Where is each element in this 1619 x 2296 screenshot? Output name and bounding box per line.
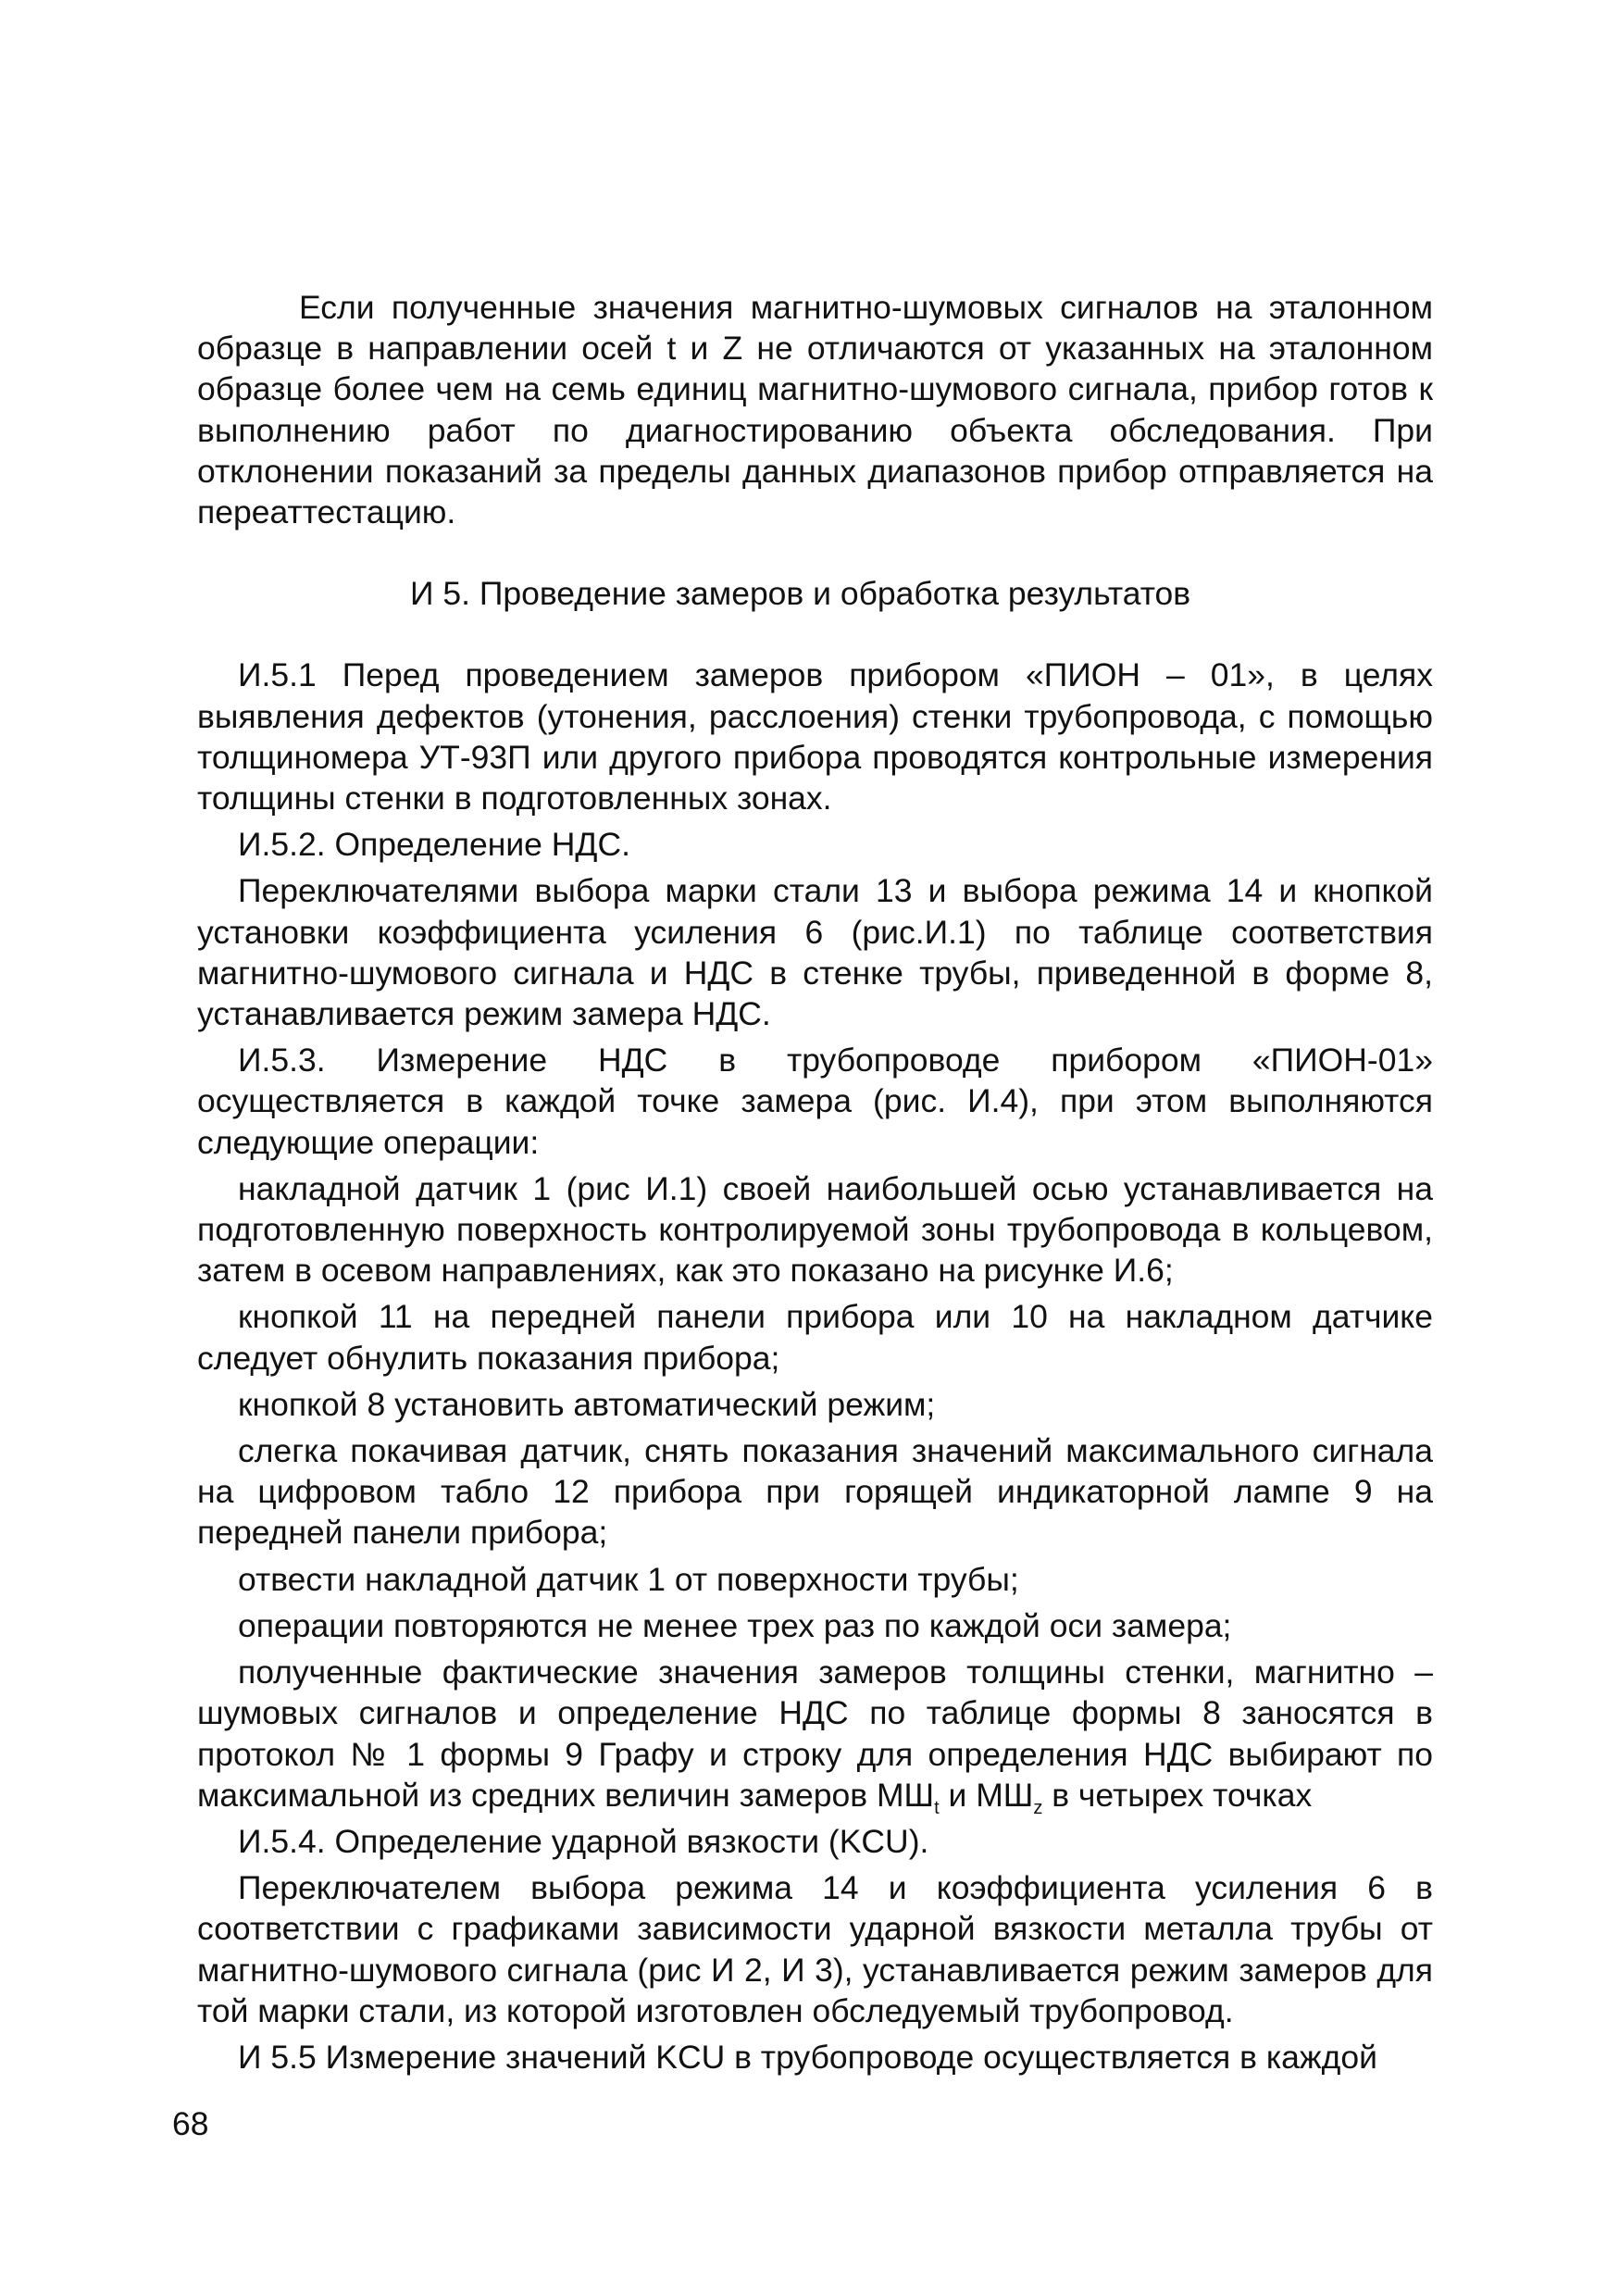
paragraph-5-4-body: Переключателем выбора режима 14 и коэффициента усиления 6 в соответствии с графиками зависимости ударной вязкости металла трубы от магнитно-шумового сигнала (рис И 2, И 3), устанавливается режим замеров для той марки стали, из которой изготовлен обследуемый трубопровод. (197, 1869, 1433, 2029)
paragraph-5-2-heading: И.5.2. Определение НДС. (238, 826, 630, 864)
subscript-t: t (934, 1797, 940, 1818)
operation-item-record-results (197, 1652, 1433, 1816)
operation-item-reset: кнопкой 11 на передней панели прибора или 10 на накладном датчике следует обнулить показания прибора; (197, 1298, 1433, 1377)
record-results-text-end: в четырех точках (1042, 1776, 1313, 1814)
paragraph-calibration-check: Если полученные значения магнитно-шумовых сигналов на эталонном образце в направлении осей t и Z не отличаются от указанных на эталонном образце более чем на семь единиц магнитно-шумового сигнала, прибор готов к выполнению работ по диагностированию объекта обследования. При отклонении показаний за пределы данных диапазонов прибор отправляется на переаттестацию. (197, 289, 1433, 531)
section-heading-measurements: И 5. Проведение замеров и обработка результатов (410, 575, 1191, 613)
operation-item-read-max: слегка покачивая датчик, снять показания значений максимального сигнала на цифровом табло 12 прибора при горящей индикаторной лампе 9 на передней панели прибора; (197, 1432, 1433, 1552)
subscript-z: z (1033, 1797, 1043, 1818)
page-number: 68 (172, 2105, 209, 2142)
paragraph-5-4-heading: И.5.4. Определение ударной вязкости (KCU). (238, 1822, 929, 1860)
paragraph-5-1: И.5.1 Перед проведением замеров прибором «ПИОН – 01», в целях выявления дефектов (утонения, расслоения) стенки трубопровода, с помощью толщиномера УТ-93П или другого прибора проводятся контрольные измерения толщины стенки в подготовленных зонах. (197, 656, 1433, 817)
operation-item-remove-sensor: отвести накладной датчик 1 от поверхности трубы; (238, 1560, 1019, 1598)
operation-item-repeat: операции повторяются не менее трех раз по каждой оси замера; (238, 1606, 1232, 1644)
paragraph-5-5: И 5.5 Измерение значений KCU в трубопроводе осуществляется в каждой (238, 2038, 1377, 2076)
paragraph-5-2-body: Переключателями выбора марки стали 13 и выбора режима 14 и кнопкой установки коэффициента усиления 6 (рис.И.1) по таблице соответствия магнитно-шумового сигнала и НДС в стенке трубы, приведенной в форме 8, устанавливается режим замера НДС. (197, 872, 1433, 1033)
record-results-text-start: полученные фактические значения замеров толщины стенки, магнитно – шумовых сигналов и определение НДС по таблице формы 8 заносятся в протокол № 1 формы 9 Графу и строку для определения НДС выбирают по максимальной из средних величин замеров МШ (197, 1653, 1433, 1814)
document-body (197, 287, 1433, 2078)
operation-item-sensor-placement: накладной датчик 1 (рис И.1) своей наибольшей осью устанавливается на подготовленную поверхность контролируемой зоны трубопровода в кольцевом, затем в осевом направлениях, как это показано на рисунке И.6; (197, 1169, 1433, 1290)
record-results-text-mid: и МШ (939, 1776, 1034, 1814)
paragraph-5-3: И.5.3. Измерение НДС в трубопроводе прибором «ПИОН-01» осуществляется в каждой точке замера (рис. И.4), при этом выполняются следующие операции: (197, 1042, 1433, 1161)
operation-item-auto-mode: кнопкой 8 установить автоматический режим; (238, 1385, 936, 1423)
